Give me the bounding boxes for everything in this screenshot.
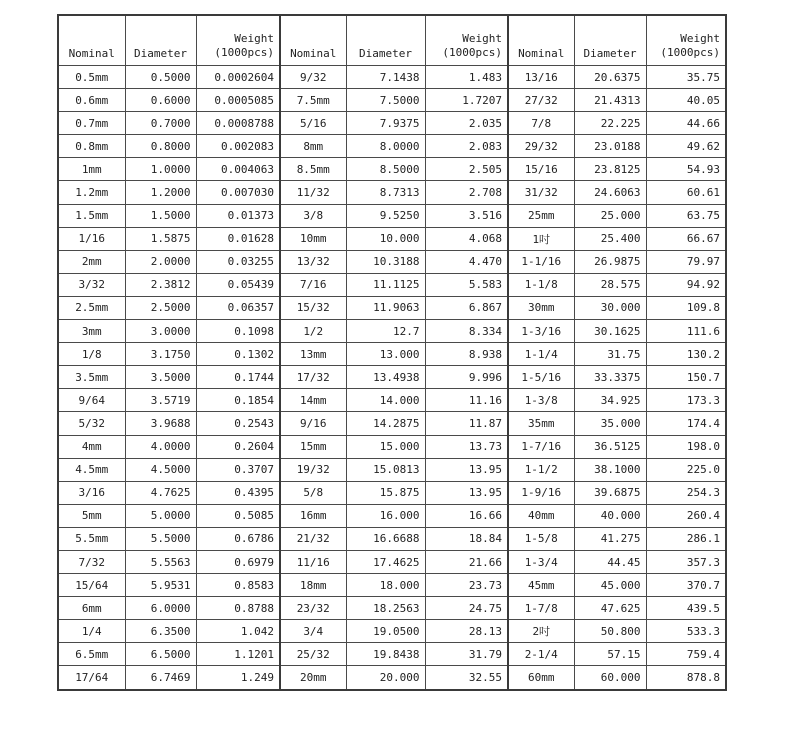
weight-cell: 0.0008788: [196, 112, 280, 135]
nominal-cell: 40mm: [508, 504, 574, 527]
diameter-cell: 33.3375: [574, 366, 646, 389]
diameter-cell: 15.0813: [346, 458, 425, 481]
weight-cell: 40.05: [646, 89, 726, 112]
diameter-cell: 50.800: [574, 620, 646, 643]
nominal-cell: 25mm: [508, 204, 574, 227]
diameter-cell: 0.5000: [125, 66, 196, 89]
nominal-cell: 0.5mm: [58, 66, 125, 89]
weight-cell: 60.61: [646, 181, 726, 204]
diameter-cell: 0.7000: [125, 112, 196, 135]
diameter-cell: 11.1125: [346, 273, 425, 296]
weight-cell: 254.3: [646, 481, 726, 504]
weight-cell: 1.7207: [425, 89, 508, 112]
diameter-cell: 60.000: [574, 666, 646, 690]
header-weight-2: [425, 15, 508, 66]
nominal-cell: 15/64: [58, 574, 125, 597]
weight-cell: 9.996: [425, 366, 508, 389]
nominal-cell: 9/32: [280, 66, 346, 89]
table-row: [58, 135, 726, 158]
weight-cell: 0.004063: [196, 158, 280, 181]
diameter-cell: 39.6875: [574, 481, 646, 504]
weight-cell: 0.002083: [196, 135, 280, 158]
nominal-cell: 2.5mm: [58, 296, 125, 319]
diameter-cell: 22.225: [574, 112, 646, 135]
diameter-cell: 1.5875: [125, 227, 196, 250]
header-diameter-3: Diameter: [574, 15, 646, 66]
table-row: [58, 389, 726, 412]
diameter-cell: 25.000: [574, 204, 646, 227]
table-row: [58, 574, 726, 597]
weight-cell: 16.66: [425, 504, 508, 527]
weight-cell: 198.0: [646, 435, 726, 458]
weight-cell: 4.470: [425, 250, 508, 273]
weight-cell: 2.083: [425, 135, 508, 158]
diameter-cell: 20.6375: [574, 66, 646, 89]
nominal-cell: 8mm: [280, 135, 346, 158]
diameter-cell: 30.1625: [574, 320, 646, 343]
diameter-cell: 13.000: [346, 343, 425, 366]
weight-cell: 0.8788: [196, 597, 280, 620]
diameter-cell: 14.2875: [346, 412, 425, 435]
diameter-cell: 8.7313: [346, 181, 425, 204]
diameter-cell: 8.5000: [346, 158, 425, 181]
weight-cell: 13.95: [425, 481, 508, 504]
diameter-cell: 23.0188: [574, 135, 646, 158]
nominal-cell: 2吋: [508, 620, 574, 643]
nominal-cell: 60mm: [508, 666, 574, 690]
nominal-cell: 13mm: [280, 343, 346, 366]
diameter-cell: 30.000: [574, 296, 646, 319]
diameter-cell: 4.7625: [125, 481, 196, 504]
diameter-cell: 5.0000: [125, 504, 196, 527]
weight-cell: 2.035: [425, 112, 508, 135]
diameter-cell: 13.4938: [346, 366, 425, 389]
diameter-cell: 40.000: [574, 504, 646, 527]
nominal-cell: 1-1/16: [508, 250, 574, 273]
nominal-cell: 1吋: [508, 227, 574, 250]
weight-cell: 4.068: [425, 227, 508, 250]
diameter-cell: 9.5250: [346, 204, 425, 227]
nominal-cell: 1-3/4: [508, 550, 574, 573]
weight-cell: 79.97: [646, 250, 726, 273]
diameter-cell: 44.45: [574, 550, 646, 573]
diameter-cell: 0.6000: [125, 89, 196, 112]
nominal-cell: 9/64: [58, 389, 125, 412]
weight-cell: 0.4395: [196, 481, 280, 504]
weight-cell: 0.2543: [196, 412, 280, 435]
diameter-cell: 0.8000: [125, 135, 196, 158]
nominal-cell: 1-5/8: [508, 527, 574, 550]
diameter-cell: 20.000: [346, 666, 425, 690]
nominal-cell: 7/32: [58, 550, 125, 573]
nominal-cell: 20mm: [280, 666, 346, 690]
nominal-cell: 0.7mm: [58, 112, 125, 135]
diameter-cell: 1.5000: [125, 204, 196, 227]
weight-cell: 0.007030: [196, 181, 280, 204]
nominal-cell: 11/16: [280, 550, 346, 573]
weight-cell: 1.042: [196, 620, 280, 643]
diameter-cell: 14.000: [346, 389, 425, 412]
diameter-cell: 38.1000: [574, 458, 646, 481]
nominal-cell: 3/32: [58, 273, 125, 296]
weight-cell: 0.3707: [196, 458, 280, 481]
diameter-cell: 23.8125: [574, 158, 646, 181]
diameter-cell: 15.000: [346, 435, 425, 458]
diameter-cell: 3.5719: [125, 389, 196, 412]
weight-cell: 1.249: [196, 666, 280, 690]
diameter-cell: 41.275: [574, 527, 646, 550]
weight-cell: 2.708: [425, 181, 508, 204]
weight-cell: 18.84: [425, 527, 508, 550]
diameter-cell: 11.9063: [346, 296, 425, 319]
diameter-cell: 18.2563: [346, 597, 425, 620]
nominal-cell: 1-1/8: [508, 273, 574, 296]
header-weight-unit: (1000pcs): [660, 46, 720, 59]
nominal-cell: 1-5/16: [508, 366, 574, 389]
weight-cell: 3.516: [425, 204, 508, 227]
diameter-cell: 45.000: [574, 574, 646, 597]
nominal-cell: 7/8: [508, 112, 574, 135]
nominal-cell: 1-1/2: [508, 458, 574, 481]
diameter-cell: 19.8438: [346, 643, 425, 666]
weight-cell: 0.1744: [196, 366, 280, 389]
diameter-cell: 16.6688: [346, 527, 425, 550]
diameter-cell: 5.5563: [125, 550, 196, 573]
diameter-cell: 5.9531: [125, 574, 196, 597]
table-row: [58, 366, 726, 389]
weight-cell: 0.01373: [196, 204, 280, 227]
nominal-cell: 4mm: [58, 435, 125, 458]
nominal-cell: 19/32: [280, 458, 346, 481]
nominal-cell: 3/8: [280, 204, 346, 227]
header-nominal-2: Nominal: [280, 15, 346, 66]
table-body: [58, 66, 726, 690]
nominal-cell: 1-7/8: [508, 597, 574, 620]
nominal-cell: 8.5mm: [280, 158, 346, 181]
nominal-cell: 1/16: [58, 227, 125, 250]
nominal-cell: 15mm: [280, 435, 346, 458]
nominal-cell: 13/32: [280, 250, 346, 273]
weight-cell: 49.62: [646, 135, 726, 158]
diameter-cell: 2.3812: [125, 273, 196, 296]
weight-cell: 11.16: [425, 389, 508, 412]
weight-cell: 260.4: [646, 504, 726, 527]
weight-cell: 0.1302: [196, 343, 280, 366]
nominal-cell: 5.5mm: [58, 527, 125, 550]
weight-cell: 6.867: [425, 296, 508, 319]
diameter-cell: 6.5000: [125, 643, 196, 666]
nominal-cell: 21/32: [280, 527, 346, 550]
diameter-cell: 18.000: [346, 574, 425, 597]
nominal-cell: 1-9/16: [508, 481, 574, 504]
weight-cell: 54.93: [646, 158, 726, 181]
header-row: [58, 15, 726, 66]
weight-cell: 13.73: [425, 435, 508, 458]
table-row: [58, 181, 726, 204]
weight-cell: 759.4: [646, 643, 726, 666]
nominal-cell: 27/32: [508, 89, 574, 112]
weight-cell: 24.75: [425, 597, 508, 620]
table-row: [58, 320, 726, 343]
weight-cell: 0.01628: [196, 227, 280, 250]
weight-cell: 0.0002604: [196, 66, 280, 89]
diameter-cell: 36.5125: [574, 435, 646, 458]
table-row: [58, 597, 726, 620]
weight-cell: 878.8: [646, 666, 726, 690]
nominal-cell: 1-7/16: [508, 435, 574, 458]
diameter-cell: 1.0000: [125, 158, 196, 181]
diameter-cell: 10.3188: [346, 250, 425, 273]
nominal-cell: 15/32: [280, 296, 346, 319]
weight-cell: 0.2604: [196, 435, 280, 458]
table-row: [58, 250, 726, 273]
nominal-cell: 4.5mm: [58, 458, 125, 481]
weight-cell: 2.505: [425, 158, 508, 181]
nominal-cell: 14mm: [280, 389, 346, 412]
diameter-cell: 34.925: [574, 389, 646, 412]
weight-cell: 370.7: [646, 574, 726, 597]
diameter-cell: 3.1750: [125, 343, 196, 366]
table-row: [58, 620, 726, 643]
weight-cell: 439.5: [646, 597, 726, 620]
weight-cell: 11.87: [425, 412, 508, 435]
nominal-cell: 5/8: [280, 481, 346, 504]
table-row: [58, 89, 726, 112]
table-row: [58, 458, 726, 481]
nominal-cell: 5/32: [58, 412, 125, 435]
nominal-cell: 2-1/4: [508, 643, 574, 666]
diameter-cell: 7.1438: [346, 66, 425, 89]
header-weight-unit: (1000pcs): [442, 46, 502, 59]
nominal-cell: 1/4: [58, 620, 125, 643]
header-weight-unit: (1000pcs): [214, 46, 274, 59]
nominal-cell: 35mm: [508, 412, 574, 435]
nominal-cell: 45mm: [508, 574, 574, 597]
ball-size-weight-table: [57, 14, 727, 691]
diameter-cell: 3.0000: [125, 320, 196, 343]
table-row: [58, 643, 726, 666]
nominal-cell: 2mm: [58, 250, 125, 273]
nominal-cell: 16mm: [280, 504, 346, 527]
weight-cell: 1.483: [425, 66, 508, 89]
diameter-cell: 57.15: [574, 643, 646, 666]
weight-cell: 225.0: [646, 458, 726, 481]
header-nominal-3: Nominal: [508, 15, 574, 66]
weight-cell: 1.1201: [196, 643, 280, 666]
diameter-cell: 7.5000: [346, 89, 425, 112]
nominal-cell: 9/16: [280, 412, 346, 435]
weight-cell: 44.66: [646, 112, 726, 135]
header-weight-label: Weight: [462, 32, 502, 45]
nominal-cell: 0.6mm: [58, 89, 125, 112]
nominal-cell: 6mm: [58, 597, 125, 620]
diameter-cell: 12.7: [346, 320, 425, 343]
weight-cell: 0.1098: [196, 320, 280, 343]
table-row: [58, 296, 726, 319]
nominal-cell: 31/32: [508, 181, 574, 204]
weight-cell: 0.1854: [196, 389, 280, 412]
table-row: [58, 204, 726, 227]
nominal-cell: 1mm: [58, 158, 125, 181]
weight-cell: 0.03255: [196, 250, 280, 273]
diameter-cell: 28.575: [574, 273, 646, 296]
diameter-cell: 47.625: [574, 597, 646, 620]
nominal-cell: 17/32: [280, 366, 346, 389]
weight-cell: 0.05439: [196, 273, 280, 296]
nominal-cell: 15/16: [508, 158, 574, 181]
weight-cell: 23.73: [425, 574, 508, 597]
table-row: [58, 481, 726, 504]
diameter-cell: 7.9375: [346, 112, 425, 135]
diameter-cell: 4.0000: [125, 435, 196, 458]
table-row: [58, 343, 726, 366]
weight-cell: 8.334: [425, 320, 508, 343]
nominal-cell: 3/4: [280, 620, 346, 643]
weight-cell: 0.0005085: [196, 89, 280, 112]
header-weight-label: Weight: [234, 32, 274, 45]
diameter-cell: 21.4313: [574, 89, 646, 112]
nominal-cell: 7.5mm: [280, 89, 346, 112]
weight-cell: 32.55: [425, 666, 508, 690]
weight-cell: 28.13: [425, 620, 508, 643]
weight-cell: 357.3: [646, 550, 726, 573]
weight-cell: 35.75: [646, 66, 726, 89]
nominal-cell: 1-3/16: [508, 320, 574, 343]
header-nominal-1: Nominal: [58, 15, 125, 66]
weight-cell: 0.8583: [196, 574, 280, 597]
table-row: [58, 504, 726, 527]
table-row: [58, 112, 726, 135]
weight-cell: 174.4: [646, 412, 726, 435]
nominal-cell: 1.2mm: [58, 181, 125, 204]
nominal-cell: 1-1/4: [508, 343, 574, 366]
weight-cell: 63.75: [646, 204, 726, 227]
weight-cell: 0.5085: [196, 504, 280, 527]
weight-cell: 286.1: [646, 527, 726, 550]
header-diameter-2: Diameter: [346, 15, 425, 66]
diameter-cell: 26.9875: [574, 250, 646, 273]
nominal-cell: 23/32: [280, 597, 346, 620]
table-row: [58, 412, 726, 435]
weight-cell: 150.7: [646, 366, 726, 389]
diameter-cell: 6.0000: [125, 597, 196, 620]
diameter-cell: 3.5000: [125, 366, 196, 389]
table-row: [58, 273, 726, 296]
table-row: [58, 158, 726, 181]
weight-cell: 111.6: [646, 320, 726, 343]
nominal-cell: 1/8: [58, 343, 125, 366]
nominal-cell: 3/16: [58, 481, 125, 504]
diameter-cell: 6.3500: [125, 620, 196, 643]
nominal-cell: 30mm: [508, 296, 574, 319]
header-weight-label: Weight: [680, 32, 720, 45]
diameter-cell: 1.2000: [125, 181, 196, 204]
nominal-cell: 3.5mm: [58, 366, 125, 389]
weight-cell: 8.938: [425, 343, 508, 366]
nominal-cell: 3mm: [58, 320, 125, 343]
diameter-cell: 4.5000: [125, 458, 196, 481]
nominal-cell: 18mm: [280, 574, 346, 597]
diameter-cell: 25.400: [574, 227, 646, 250]
header-weight-1: [196, 15, 280, 66]
weight-cell: 94.92: [646, 273, 726, 296]
diameter-cell: 2.5000: [125, 296, 196, 319]
table-row: [58, 66, 726, 89]
weight-cell: 130.2: [646, 343, 726, 366]
weight-cell: 31.79: [425, 643, 508, 666]
nominal-cell: 7/16: [280, 273, 346, 296]
diameter-cell: 8.0000: [346, 135, 425, 158]
table-row: [58, 550, 726, 573]
weight-cell: 21.66: [425, 550, 508, 573]
weight-cell: 0.6786: [196, 527, 280, 550]
weight-cell: 5.583: [425, 273, 508, 296]
weight-cell: 173.3: [646, 389, 726, 412]
nominal-cell: 0.8mm: [58, 135, 125, 158]
diameter-cell: 16.000: [346, 504, 425, 527]
nominal-cell: 1/2: [280, 320, 346, 343]
diameter-cell: 2.0000: [125, 250, 196, 273]
nominal-cell: 25/32: [280, 643, 346, 666]
table-row: [58, 435, 726, 458]
nominal-cell: 29/32: [508, 135, 574, 158]
diameter-cell: 24.6063: [574, 181, 646, 204]
table-row: [58, 227, 726, 250]
diameter-cell: 31.75: [574, 343, 646, 366]
diameter-cell: 10.000: [346, 227, 425, 250]
nominal-cell: 11/32: [280, 181, 346, 204]
table-row: [58, 666, 726, 690]
diameter-cell: 19.0500: [346, 620, 425, 643]
nominal-cell: 1-3/8: [508, 389, 574, 412]
weight-cell: 0.6979: [196, 550, 280, 573]
diameter-cell: 35.000: [574, 412, 646, 435]
diameter-cell: 6.7469: [125, 666, 196, 690]
diameter-cell: 15.875: [346, 481, 425, 504]
diameter-cell: 5.5000: [125, 527, 196, 550]
nominal-cell: 13/16: [508, 66, 574, 89]
nominal-cell: 5/16: [280, 112, 346, 135]
nominal-cell: 6.5mm: [58, 643, 125, 666]
weight-cell: 13.95: [425, 458, 508, 481]
header-weight-3: [646, 15, 726, 66]
nominal-cell: 1.5mm: [58, 204, 125, 227]
nominal-cell: 10mm: [280, 227, 346, 250]
weight-cell: 66.67: [646, 227, 726, 250]
weight-cell: 533.3: [646, 620, 726, 643]
weight-cell: 109.8: [646, 296, 726, 319]
weight-cell: 0.06357: [196, 296, 280, 319]
header-diameter-1: Diameter: [125, 15, 196, 66]
table-row: [58, 527, 726, 550]
nominal-cell: 5mm: [58, 504, 125, 527]
diameter-cell: 3.9688: [125, 412, 196, 435]
nominal-cell: 17/64: [58, 666, 125, 690]
diameter-cell: 17.4625: [346, 550, 425, 573]
